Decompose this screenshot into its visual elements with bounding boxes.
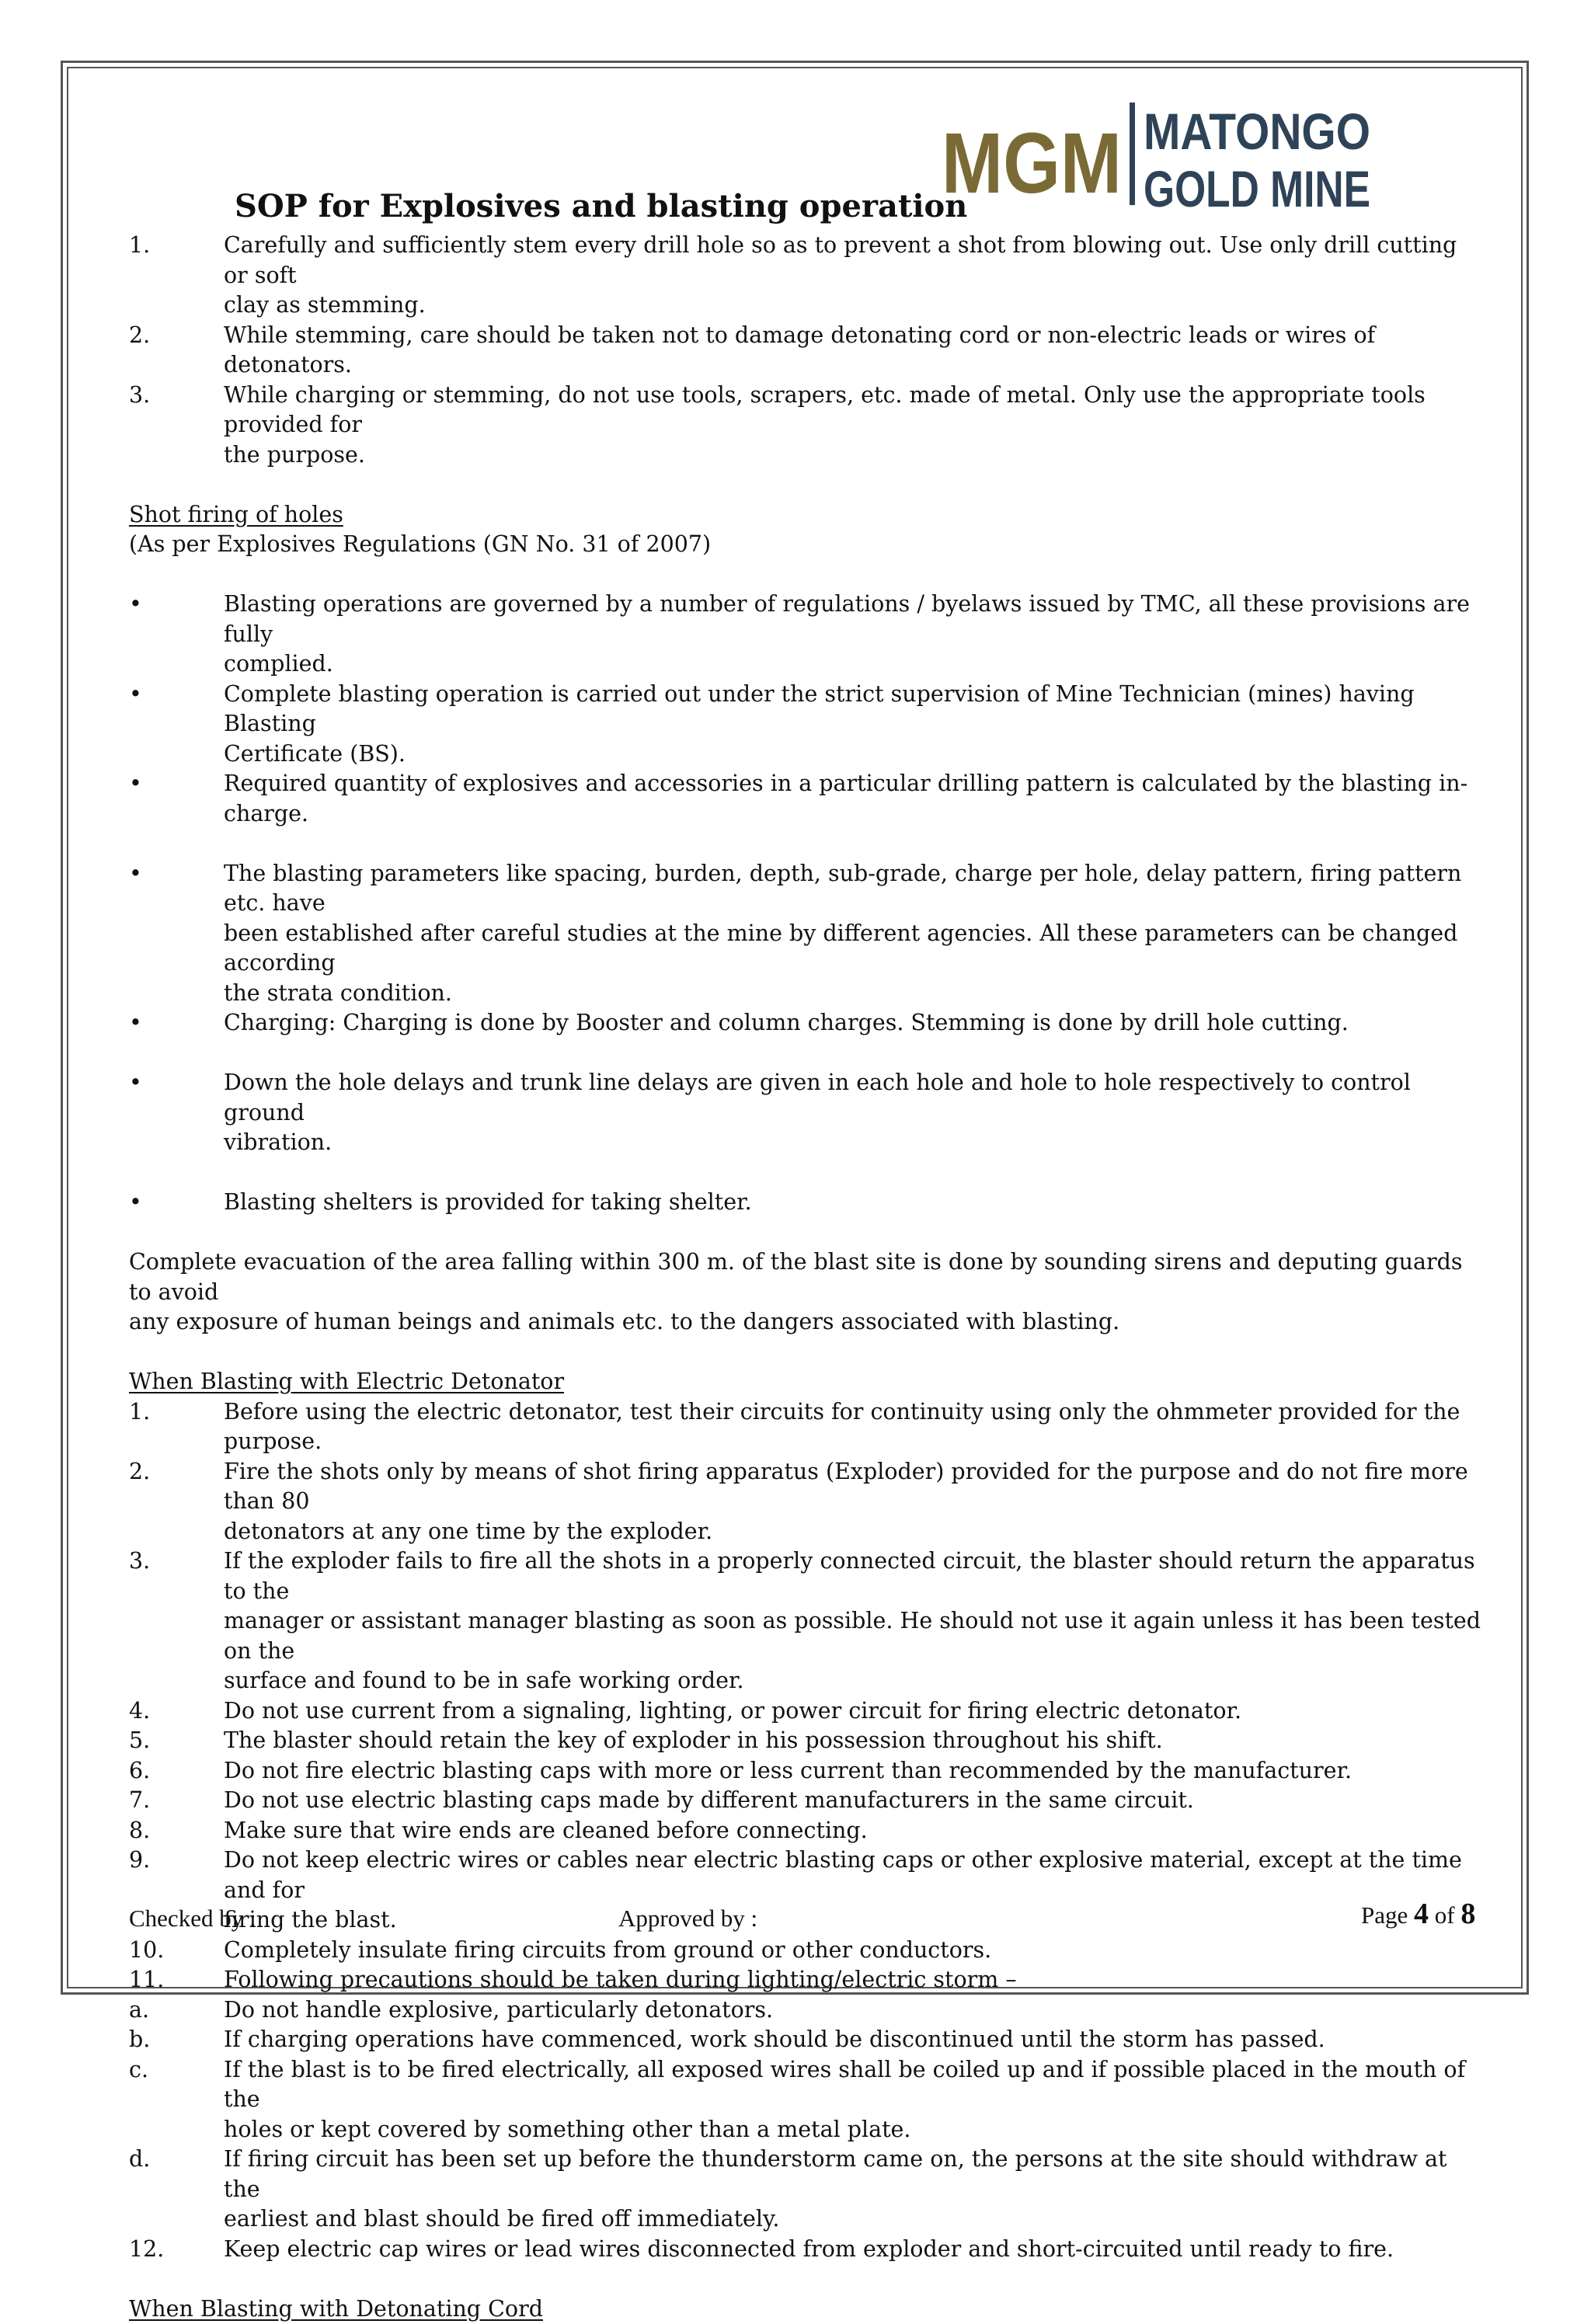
- list-item: [129, 590, 1485, 680]
- list-marker: 10.: [129, 1936, 224, 1966]
- text-line: If charging operations have commenced, work should be discontinued until the storm has passed.: [224, 2025, 1485, 2055]
- list-marker: 9.: [129, 1846, 224, 1936]
- list-item: [129, 769, 1485, 829]
- list-text: [224, 1936, 1485, 1966]
- list-item: [129, 1397, 1485, 1457]
- list-text: [224, 680, 1485, 770]
- text-line: Do not keep electric wires or cables near electric blasting caps or other explosive material, except at the time and for: [224, 1846, 1485, 1905]
- list-marker: 6.: [129, 1756, 224, 1786]
- list-text: [224, 2025, 1485, 2055]
- text-line: surface and found to be in safe working order.: [224, 1666, 1485, 1696]
- company-logo: [940, 93, 1375, 217]
- list-marker: 1.: [129, 231, 224, 321]
- text-line: Do not use electric blasting caps made by different manufacturers in the same circuit.: [224, 1786, 1485, 1816]
- list-item: [129, 2235, 1485, 2265]
- logo-divider: [1130, 103, 1135, 205]
- list-marker: 11.: [129, 1965, 224, 1995]
- list-item: [129, 1936, 1485, 1966]
- page-title: SOP for Explosives and blasting operation: [235, 188, 967, 224]
- shot-firing-subheading: (As per Explosives Regulations (GN No. 31 of 2007): [129, 530, 1485, 560]
- shot-firing-heading: Shot firing of holes: [129, 500, 1485, 531]
- text-line: While charging or stemming, do not use tools, scrapers, etc. made of metal. Only use the appropriate tools provided for: [224, 381, 1485, 440]
- text-line: The blasting parameters like spacing, burden, depth, sub-grade, charge per hole, delay pattern, firing pattern etc. have: [224, 859, 1485, 919]
- list-item: [129, 2055, 1485, 2145]
- list-text: [224, 1188, 1485, 1218]
- list-text: [224, 2235, 1485, 2265]
- text-line: complied.: [224, 649, 1485, 680]
- list-marker: •: [129, 1008, 224, 1038]
- text-line: vibration.: [224, 1128, 1485, 1158]
- text-line: Following precautions should be taken during lighting/electric storm –: [224, 1965, 1485, 1995]
- list-marker: 3.: [129, 1546, 224, 1696]
- list-text: [224, 1457, 1485, 1547]
- list-item: [129, 1965, 1485, 1995]
- text-line: Do not use current from a signaling, lighting, or power circuit for firing electric detonator.: [224, 1696, 1485, 1727]
- evacuation-paragraph: [129, 1247, 1485, 1338]
- list-item: [129, 2025, 1485, 2055]
- stemming-list: [129, 231, 1485, 470]
- text-line: Completely insulate firing circuits from ground or other conductors.: [224, 1936, 1485, 1966]
- list-marker: •: [129, 1188, 224, 1218]
- list-marker: 1.: [129, 1397, 224, 1457]
- list-text: [224, 1816, 1485, 1846]
- list-text: [224, 1846, 1485, 1936]
- logo-line-2: GOLD MINE: [1144, 160, 1370, 217]
- logo-line-1: MATONGO: [1144, 103, 1370, 160]
- list-text: [224, 231, 1485, 321]
- list-item: [129, 680, 1485, 770]
- list-item: [129, 381, 1485, 471]
- list-marker: c.: [129, 2055, 224, 2145]
- list-text: [224, 1995, 1485, 2026]
- text-line: Required quantity of explosives and accessories in a particular drilling pattern is calculated by the blasting in-charge.: [224, 769, 1485, 829]
- text-line: Down the hole delays and trunk line delays are given in each hole and hole to hole respectively to control ground: [224, 1068, 1485, 1128]
- list-item: [129, 1696, 1485, 1727]
- text-line: Blasting shelters is provided for taking shelter.: [224, 1188, 1485, 1218]
- text-line: firing the blast.: [224, 1905, 1485, 1936]
- text-line: If firing circuit has been set up before the thunderstorm came on, the persons at the site should withdraw at the: [224, 2145, 1485, 2204]
- text-line: earliest and blast should be fired off immediately.: [224, 2204, 1485, 2235]
- list-marker: 2.: [129, 321, 224, 381]
- text-line: holes or kept covered by something other than a metal plate.: [224, 2115, 1485, 2145]
- list-text: [224, 1068, 1485, 1158]
- text-line: Keep electric cap wires or lead wires disconnected from exploder and short-circuited until ready to fire.: [224, 2235, 1485, 2265]
- list-item: [129, 859, 1485, 1009]
- text-line: Charging: Charging is done by Booster and column charges. Stemming is done by drill hole cutting.: [224, 1008, 1485, 1038]
- list-marker: 2.: [129, 1457, 224, 1547]
- list-text: [224, 2145, 1485, 2235]
- text-line: Fire the shots only by means of shot firing apparatus (Exploder) provided for the purpose and do not fire more than 80: [224, 1457, 1485, 1517]
- text-line: any exposure of human beings and animals etc. to the dangers associated with blasting.: [129, 1307, 1485, 1338]
- text-line: The blaster should retain the key of exploder in his possession throughout his shift.: [224, 1726, 1485, 1756]
- list-item: [129, 1008, 1485, 1038]
- list-marker: •: [129, 590, 224, 680]
- list-item: [129, 1068, 1485, 1158]
- page-of: of: [1435, 1901, 1455, 1929]
- text-line: the purpose.: [224, 440, 1485, 471]
- text-line: If the blast is to be fired electrically, all exposed wires shall be coiled up and if possible placed in the mouth of the: [224, 2055, 1485, 2115]
- list-item: [129, 1786, 1485, 1816]
- list-item: [129, 1995, 1485, 2026]
- page-number: [1361, 1897, 1475, 1931]
- list-text: [224, 1726, 1485, 1756]
- electric-detonator-list: [129, 1397, 1485, 2265]
- approved-by-label: Approved by :: [618, 1905, 757, 1933]
- list-text: [224, 1008, 1485, 1038]
- text-line: been established after careful studies at the mine by different agencies. All these parameters can be changed according: [224, 919, 1485, 979]
- list-item: [129, 321, 1485, 381]
- list-marker: a.: [129, 1995, 224, 2026]
- text-line: Complete blasting operation is carried out under the strict supervision of Mine Technician (mines) having Blasting: [224, 680, 1485, 739]
- text-line: If the exploder fails to fire all the shots in a properly connected circuit, the blaster should return the apparatus to the: [224, 1546, 1485, 1606]
- list-text: [224, 2055, 1485, 2145]
- checked-by-label: Checked by :: [129, 1905, 256, 1933]
- list-text: [224, 590, 1485, 680]
- list-marker: 5.: [129, 1726, 224, 1756]
- list-marker: 3.: [129, 381, 224, 471]
- list-item: [129, 1756, 1485, 1786]
- electric-heading: When Blasting with Electric Detonator: [129, 1367, 1485, 1397]
- list-item: [129, 1846, 1485, 1936]
- list-marker: •: [129, 859, 224, 1009]
- text-line: Complete evacuation of the area falling within 300 m. of the blast site is done by sounding sirens and deputing guards to avoid: [129, 1247, 1485, 1307]
- text-line: Before using the electric detonator, test their circuits for continuity using only the ohmmeter provided for the purpose.: [224, 1397, 1485, 1457]
- list-marker: b.: [129, 2025, 224, 2055]
- text-line: the strata condition.: [224, 979, 1485, 1009]
- list-text: [224, 769, 1485, 829]
- list-marker: d.: [129, 2145, 224, 2235]
- list-marker: 7.: [129, 1786, 224, 1816]
- list-item: [129, 2145, 1485, 2235]
- page-total: 8: [1460, 1898, 1475, 1930]
- list-text: [224, 1546, 1485, 1696]
- list-item: [129, 1457, 1485, 1547]
- text-line: While stemming, care should be taken not to damage detonating cord or non-electric leads or wires of detonators.: [224, 321, 1485, 381]
- list-marker: 12.: [129, 2235, 224, 2265]
- list-marker: •: [129, 680, 224, 770]
- text-line: Certificate (BS).: [224, 739, 1485, 770]
- list-item: [129, 1726, 1485, 1756]
- document-body: [129, 231, 1485, 2324]
- text-line: Make sure that wire ends are cleaned before connecting.: [224, 1816, 1485, 1846]
- list-marker: 4.: [129, 1696, 224, 1727]
- text-line: detonators at any one time by the exploder.: [224, 1517, 1485, 1547]
- list-text: [224, 1696, 1485, 1727]
- page-prefix: Page: [1361, 1901, 1408, 1929]
- page-current: 4: [1414, 1898, 1429, 1930]
- list-text: [224, 1756, 1485, 1786]
- text-line: clay as stemming.: [224, 290, 1485, 321]
- text-line: Do not fire electric blasting caps with more or less current than recommended by the manufacturer.: [224, 1756, 1485, 1786]
- list-item: [129, 231, 1485, 321]
- list-item: [129, 1546, 1485, 1696]
- list-item: [129, 1816, 1485, 1846]
- detonating-cord-heading: When Blasting with Detonating Cord: [129, 2294, 1485, 2324]
- list-text: [224, 1786, 1485, 1816]
- list-marker: 8.: [129, 1816, 224, 1846]
- shot-firing-bullets: [129, 590, 1485, 1218]
- list-marker: •: [129, 769, 224, 829]
- list-text: [224, 859, 1485, 1009]
- text-line: Do not handle explosive, particularly detonators.: [224, 1995, 1485, 2026]
- text-line: manager or assistant manager blasting as soon as possible. He should not use it again unless it has been tested on the: [224, 1606, 1485, 1666]
- text-line: Blasting operations are governed by a number of regulations / byelaws issued by TMC, all these provisions are fully: [224, 590, 1485, 649]
- list-text: [224, 381, 1485, 471]
- text-line: Carefully and sufficiently stem every drill hole so as to prevent a shot from blowing out. Use only drill cutting or soft: [224, 231, 1485, 290]
- list-text: [224, 1397, 1485, 1457]
- logo-mark: MGM: [942, 116, 1122, 211]
- list-marker: •: [129, 1068, 224, 1158]
- list-item: [129, 1188, 1485, 1218]
- list-text: [224, 321, 1485, 381]
- list-text: [224, 1965, 1485, 1995]
